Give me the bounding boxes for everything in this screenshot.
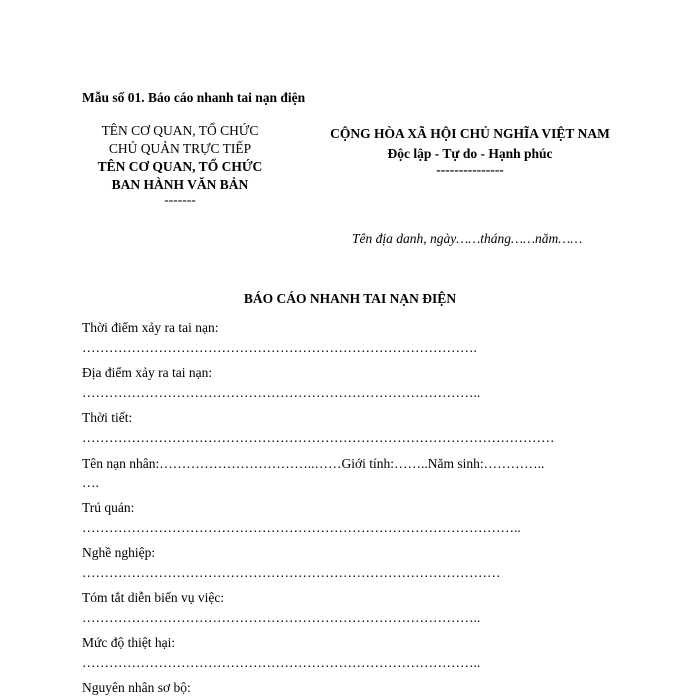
- national-motto: Độc lập - Tự do - Hạnh phúc: [387, 146, 553, 161]
- weather-dots: ……………………………………………………………………………………………: [82, 430, 555, 445]
- national-header-block: [265, 124, 675, 176]
- place-date-line: Tên địa danh, ngày……tháng……năm……: [352, 231, 583, 246]
- accident-time-dots: …………………………………………………………………………….: [82, 340, 477, 355]
- preliminary-cause-label: Nguyên nhân sơ bộ:: [82, 680, 191, 695]
- occupation-label: Nghề nghiệp:: [82, 545, 156, 560]
- right-header-rule: ---------------: [436, 162, 504, 177]
- parent-agency-line2: CHỦ QUẢN TRỰC TIẾP: [108, 141, 252, 156]
- incident-summary-label: Tóm tắt diễn biến vụ việc:: [82, 590, 225, 605]
- left-header-rule: -------: [164, 192, 196, 207]
- report-title: BÁO CÁO NHANH TAI NẠN ĐIỆN: [243, 291, 457, 306]
- victim-info-line: Tên nạn nhân:……………………………..……Giới tính:……..Năm sinh:…………..: [82, 456, 545, 471]
- issuing-agency-line1: TÊN CƠ QUAN, TỔ CHỨC: [97, 159, 263, 174]
- accident-time-label: Thời điểm xảy ra tai nạn:: [82, 320, 219, 335]
- incident-summary-dots: ……………………………………………………………………………..: [82, 610, 481, 625]
- occupation-dots: …………………………………………………………………………………: [82, 565, 501, 580]
- national-title: CỘNG HÒA XÃ HỘI CHỦ NGHĨA VIỆT NAM: [330, 126, 610, 141]
- issuing-agency-block: [60, 122, 300, 206]
- damage-level-label: Mức độ thiệt hại:: [82, 635, 176, 650]
- residence-dots: ……………………………………………………………………………………..: [82, 520, 521, 535]
- accident-place-dots: ……………………………………………………………………………..: [82, 385, 481, 400]
- issuing-agency-line2: BAN HÀNH VĂN BẢN: [111, 177, 249, 192]
- weather-label: Thời tiết:: [82, 410, 133, 425]
- victim-info-continuation: ….: [82, 475, 99, 490]
- damage-level-dots: ……………………………………………………………………………..: [82, 655, 481, 670]
- residence-label: Trú quán:: [82, 500, 135, 515]
- form-label: Mẫu số 01. Báo cáo nhanh tai nạn điện: [82, 90, 306, 105]
- accident-place-label: Địa điểm xảy ra tai nạn:: [82, 365, 213, 380]
- parent-agency-line1: TÊN CƠ QUAN, TỔ CHỨC: [101, 123, 259, 138]
